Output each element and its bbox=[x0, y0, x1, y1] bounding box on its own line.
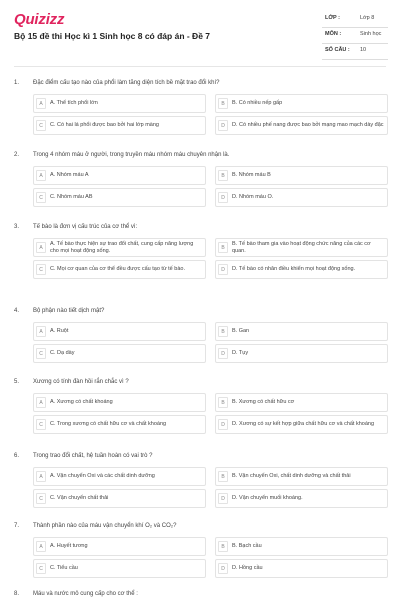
option-b[interactable] bbox=[215, 238, 388, 257]
question-number: 2. bbox=[14, 152, 20, 158]
option-text: A. Nhóm máu A bbox=[50, 172, 89, 178]
question-text: Tế bào là đơn vị cấu trúc của cơ thể vì: bbox=[33, 224, 138, 230]
option-d[interactable] bbox=[215, 415, 388, 434]
meta-value: Lớp 8 bbox=[360, 15, 375, 21]
question-number: 3. bbox=[14, 224, 20, 230]
option-d[interactable] bbox=[215, 344, 388, 363]
header-divider bbox=[14, 66, 386, 67]
option-b[interactable] bbox=[215, 467, 388, 486]
option-letter: B bbox=[218, 541, 228, 552]
options bbox=[33, 94, 388, 138]
option-a[interactable] bbox=[33, 94, 206, 113]
options bbox=[33, 393, 388, 437]
option-text: B. Vận chuyển Oxi, chất dinh dưỡng và chất thải bbox=[232, 473, 351, 479]
meta-value: 10 bbox=[360, 47, 367, 53]
meta-label: LỚP : bbox=[325, 15, 340, 21]
option-d[interactable] bbox=[215, 260, 388, 279]
option-letter: C bbox=[36, 264, 46, 275]
question-number: 6. bbox=[14, 453, 20, 459]
option-text: B. Nhóm máu B bbox=[232, 172, 271, 178]
option-c[interactable] bbox=[33, 188, 206, 207]
meta-row-question-count bbox=[322, 44, 388, 60]
question-number: 5. bbox=[14, 379, 20, 385]
option-a[interactable] bbox=[33, 166, 206, 185]
options bbox=[33, 537, 388, 581]
option-letter: D bbox=[218, 563, 228, 574]
question-number: 4. bbox=[14, 308, 20, 314]
option-letter: B bbox=[218, 98, 228, 109]
option-a[interactable] bbox=[33, 322, 206, 341]
meta-label: SỐ CÂU : bbox=[325, 47, 350, 53]
question-number: 8. bbox=[14, 591, 20, 597]
options bbox=[33, 166, 388, 210]
option-letter: A bbox=[36, 541, 46, 552]
question-text: Xương có tính đàn hồi rắn chắc vì ? bbox=[33, 379, 129, 385]
option-text: B. Có nhiều nếp gấp bbox=[232, 100, 283, 106]
option-letter: B bbox=[218, 326, 228, 337]
question-text: Thành phần nào của máu vận chuyển khí O₂ và CO₂? bbox=[33, 523, 177, 529]
option-c[interactable] bbox=[33, 559, 206, 578]
options bbox=[33, 322, 388, 366]
option-text: D. Có nhiều phế nang được bao bởi mạng mao mạch dày đặc bbox=[232, 122, 384, 128]
option-c[interactable] bbox=[33, 344, 206, 363]
option-text: D. Tụy bbox=[232, 350, 249, 356]
option-letter: C bbox=[36, 192, 46, 203]
option-text: A. Ruột bbox=[50, 328, 69, 334]
option-text: A. Huyết tương bbox=[50, 543, 88, 549]
option-letter: D bbox=[218, 493, 228, 504]
option-letter: D bbox=[218, 192, 228, 203]
option-letter: C bbox=[36, 493, 46, 504]
worksheet-header bbox=[0, 0, 400, 70]
option-d[interactable] bbox=[215, 489, 388, 508]
option-letter: C bbox=[36, 348, 46, 359]
worksheet-title: Bộ 15 đề thi Học kì 1 Sinh học 8 có đáp án - Đề 7 bbox=[14, 31, 211, 41]
option-text: B. Tế bào tham gia vào hoạt động chức năng của các cơ quan. bbox=[232, 240, 371, 254]
option-text: C. Vận chuyển chất thải bbox=[50, 495, 109, 501]
option-text: D. Hồng cầu bbox=[232, 565, 263, 571]
option-letter: B bbox=[218, 397, 228, 408]
meta-row-class bbox=[322, 12, 388, 28]
option-letter: D bbox=[218, 120, 228, 131]
option-c[interactable] bbox=[33, 489, 206, 508]
quizizz-logo: Quizizz bbox=[14, 11, 65, 28]
option-a[interactable] bbox=[33, 467, 206, 486]
option-letter: A bbox=[36, 471, 46, 482]
option-a[interactable] bbox=[33, 537, 206, 556]
worksheet-meta bbox=[322, 12, 388, 60]
option-letter: C bbox=[36, 419, 46, 430]
question-text: Đặc điểm cấu tạo nào của phổi làm tăng diện tích bề mặt trao đổi khí? bbox=[33, 80, 220, 86]
option-d[interactable] bbox=[215, 116, 388, 135]
options bbox=[33, 238, 388, 282]
question-text: Bộ phận nào tiết dịch mật? bbox=[33, 308, 105, 314]
option-c[interactable] bbox=[33, 415, 206, 434]
option-letter: A bbox=[36, 242, 46, 253]
option-b[interactable] bbox=[215, 393, 388, 412]
option-text: D. Tế bào có nhân điều khiển mọi hoạt động sống. bbox=[232, 266, 356, 272]
option-letter: A bbox=[36, 98, 46, 109]
question-number: 7. bbox=[14, 523, 20, 529]
option-text: D. Vận chuyển muối khoáng. bbox=[232, 495, 303, 501]
option-text: D. Xương có sự kết hợp giữa chất hữu cơ và chất khoáng bbox=[232, 421, 375, 427]
option-a[interactable] bbox=[33, 238, 206, 257]
option-letter: D bbox=[218, 264, 228, 275]
option-c[interactable] bbox=[33, 260, 206, 279]
option-letter: C bbox=[36, 120, 46, 131]
option-c[interactable] bbox=[33, 116, 206, 135]
option-d[interactable] bbox=[215, 559, 388, 578]
option-text: C. Mọi cơ quan của cơ thể đều được cấu tạo từ tế bào. bbox=[50, 266, 185, 272]
option-letter: A bbox=[36, 326, 46, 337]
option-letter: C bbox=[36, 563, 46, 574]
option-letter: A bbox=[36, 397, 46, 408]
option-letter: D bbox=[218, 419, 228, 430]
option-text: B. Xương có chất hữu cơ bbox=[232, 399, 295, 405]
question-number: 1. bbox=[14, 80, 20, 86]
meta-row-subject bbox=[322, 28, 388, 44]
option-text: C. Tiểu cầu bbox=[50, 565, 78, 571]
meta-label: MÔN : bbox=[325, 31, 342, 37]
option-text: C. Trong xương có chất hữu cơ và chất khoáng bbox=[50, 421, 167, 427]
option-letter: B bbox=[218, 170, 228, 181]
option-text: A. Xương có chất khoáng bbox=[50, 399, 113, 405]
meta-value: Sinh học bbox=[360, 31, 382, 37]
option-letter: B bbox=[218, 242, 228, 253]
option-d[interactable] bbox=[215, 188, 388, 207]
question-text: Máu và nước mô cung cấp cho cơ thể : bbox=[33, 591, 138, 597]
option-text: B. Bạch cầu bbox=[232, 543, 262, 549]
option-text: A. Tế bào thực hiện sự trao đổi chất, cung cấp năng lượng cho mọi hoạt động sống. bbox=[50, 240, 194, 254]
option-letter: A bbox=[36, 170, 46, 181]
option-text: C. Nhóm máu AB bbox=[50, 194, 93, 200]
options bbox=[33, 467, 388, 511]
question-text: Trong trao đổi chất, hệ tuần hoàn có vai trò ? bbox=[33, 453, 153, 459]
option-letter: B bbox=[218, 471, 228, 482]
option-text: A. Thể tích phổi lớn bbox=[50, 100, 98, 106]
question-text: Trong 4 nhóm máu ở người, trong truyền máu nhóm máu chuyên nhận là. bbox=[33, 152, 230, 158]
option-text: A. Vận chuyển Oxi và các chất dinh dưỡng bbox=[50, 473, 155, 479]
option-a[interactable] bbox=[33, 393, 206, 412]
option-text: C. Dạ dày bbox=[50, 350, 75, 356]
option-text: D. Nhóm máu O. bbox=[232, 194, 274, 200]
option-letter: D bbox=[218, 348, 228, 359]
option-text: C. Có hai lá phổi được bao bởi hai lớp màng bbox=[50, 122, 159, 128]
option-text: B. Gan bbox=[232, 328, 250, 334]
option-b[interactable] bbox=[215, 166, 388, 185]
option-b[interactable] bbox=[215, 94, 388, 113]
option-b[interactable] bbox=[215, 322, 388, 341]
option-b[interactable] bbox=[215, 537, 388, 556]
